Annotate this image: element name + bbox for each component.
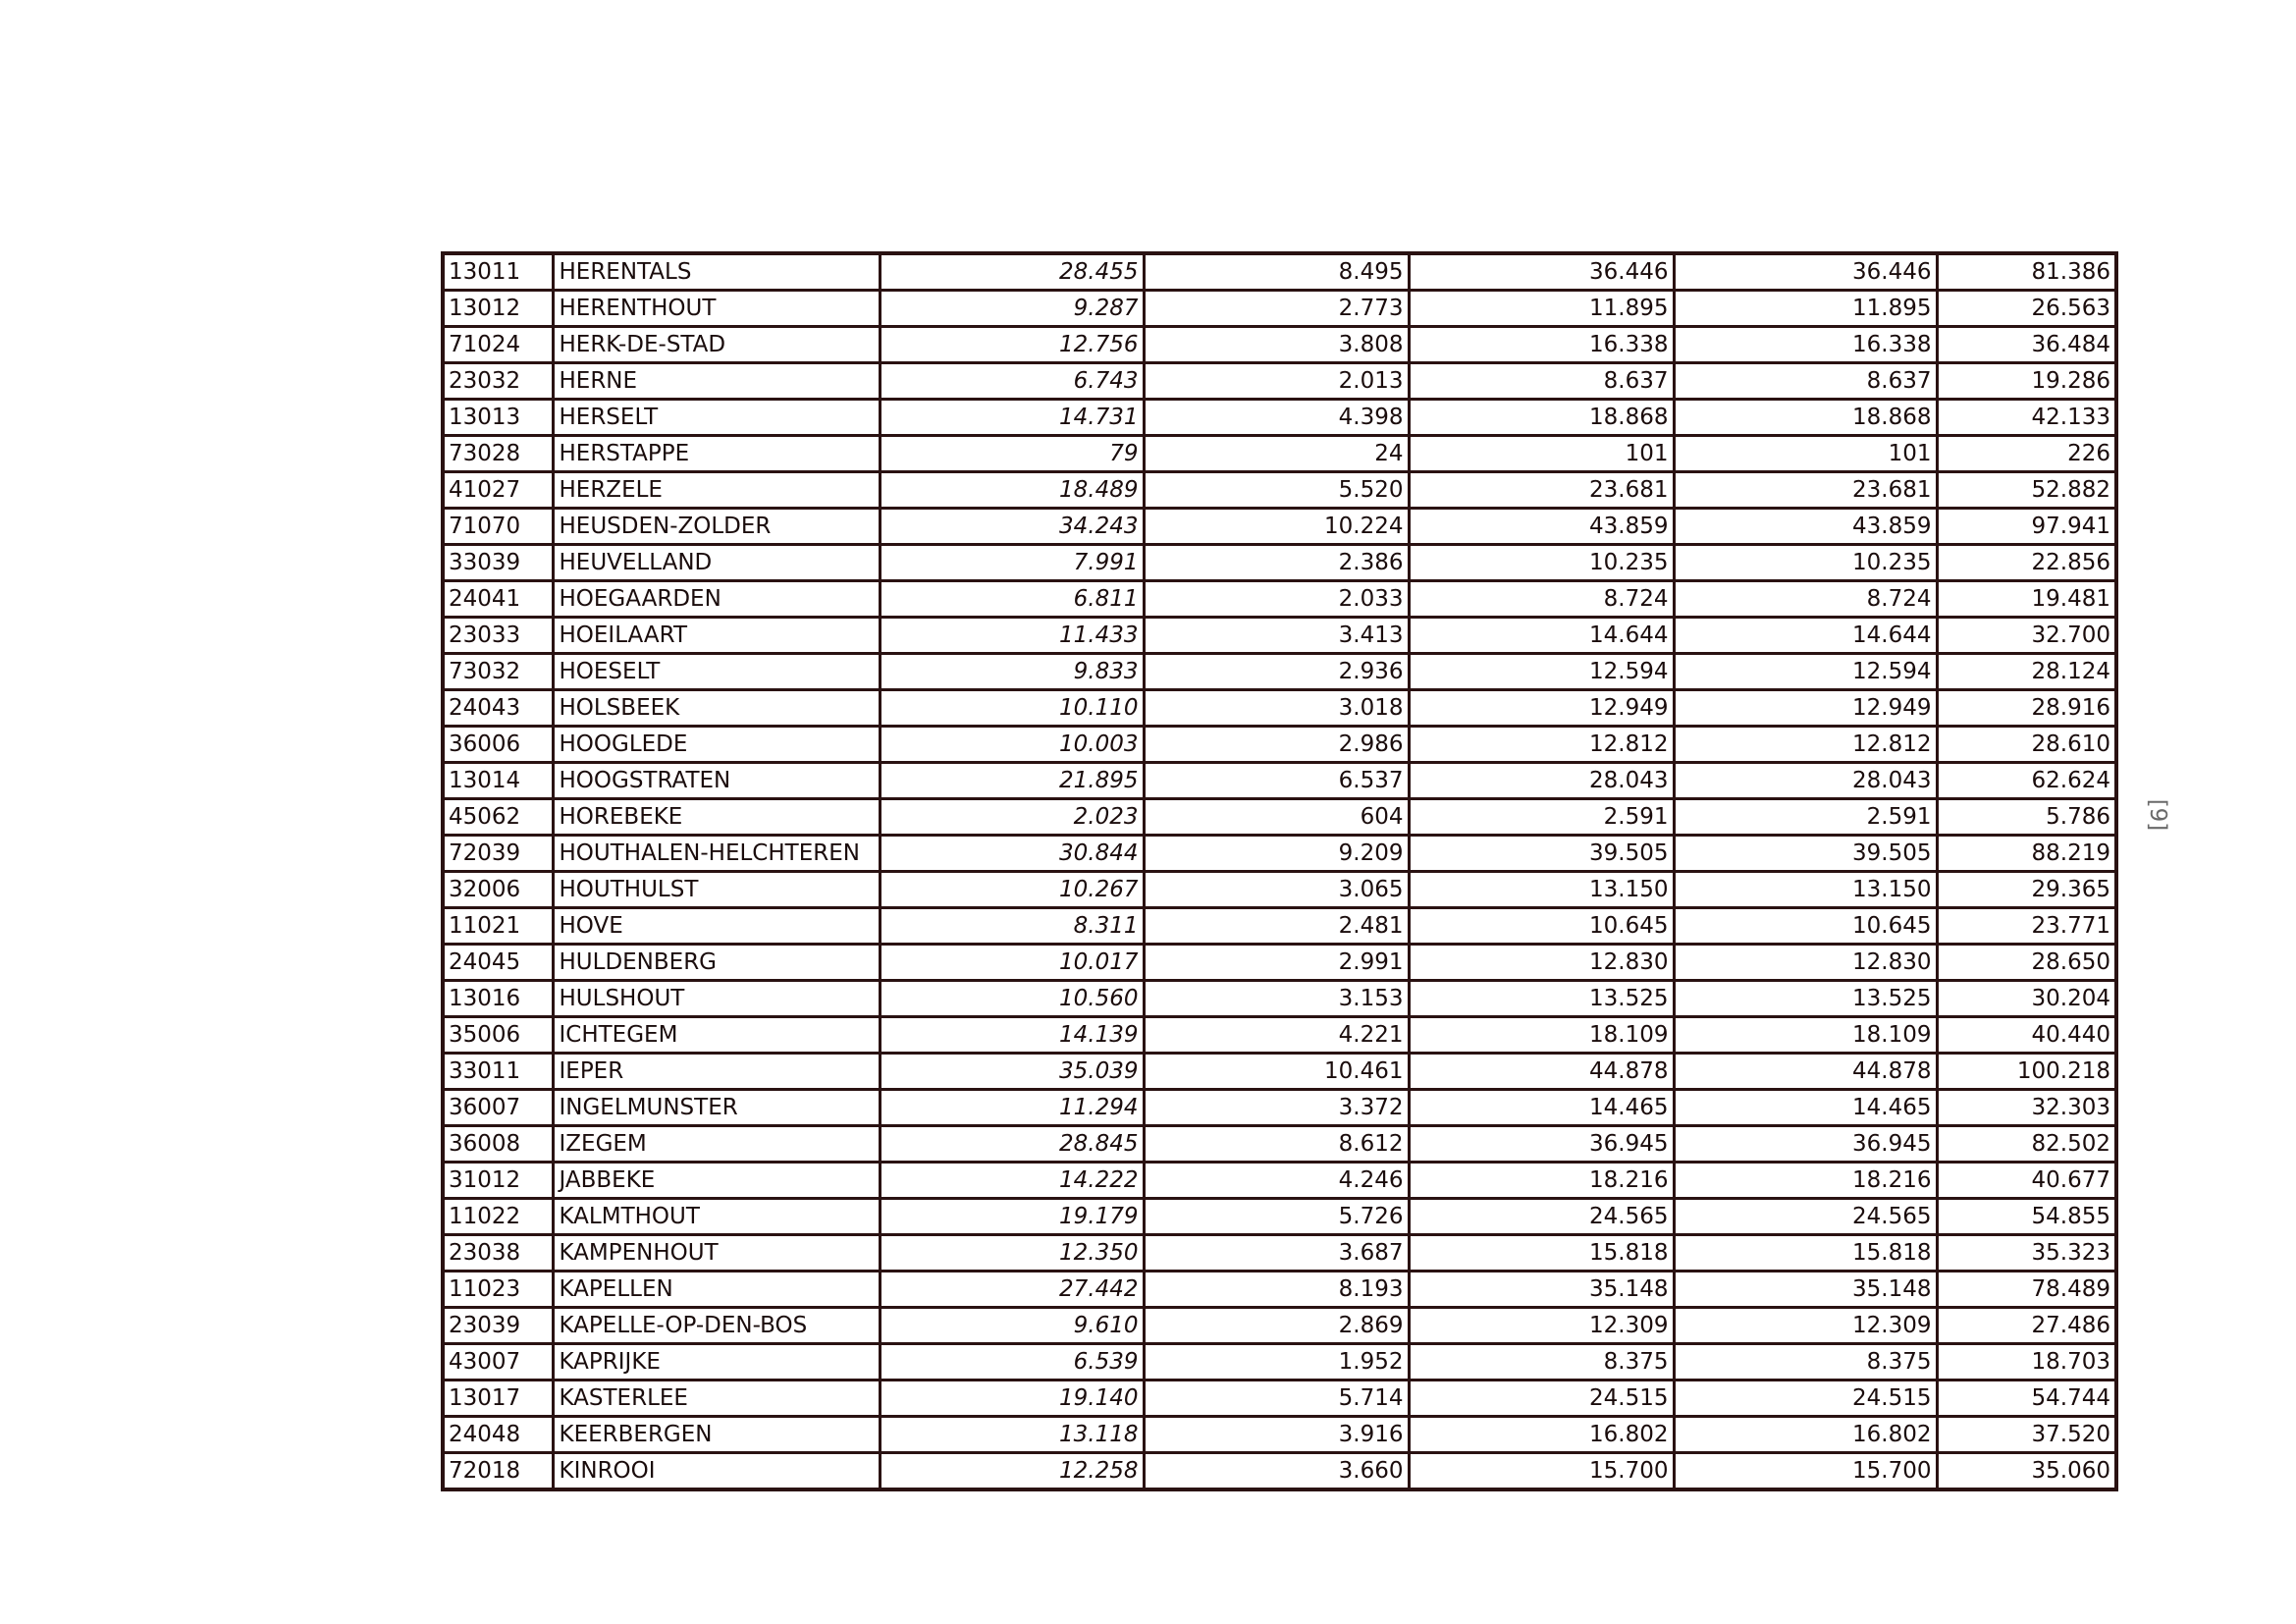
cell-code: 73028 (443, 436, 553, 472)
cell-value-5: 32.303 (1937, 1090, 2116, 1126)
table-row (443, 690, 2116, 727)
cell-value-5: 28.610 (1937, 727, 2116, 763)
cell-value-1: 9.287 (880, 291, 1144, 327)
cell-value-3: 16.802 (1409, 1417, 1674, 1453)
cell-value-3: 10.645 (1409, 908, 1674, 945)
cell-value-4: 10.645 (1674, 908, 1937, 945)
cell-value-4: 8.637 (1674, 363, 1937, 400)
cell-value-3: 10.235 (1409, 545, 1674, 581)
cell-value-4: 13.525 (1674, 981, 1937, 1017)
table-row (443, 1235, 2116, 1272)
cell-value-4: 39.505 (1674, 836, 1937, 872)
cell-value-1: 9.833 (880, 654, 1144, 690)
cell-value-3: 24.565 (1409, 1199, 1674, 1235)
cell-value-2: 4.221 (1144, 1017, 1409, 1054)
cell-value-3: 14.644 (1409, 618, 1674, 654)
cell-value-3: 16.338 (1409, 327, 1674, 363)
cell-municipality: HEUVELLAND (553, 545, 880, 581)
cell-value-2: 8.193 (1144, 1272, 1409, 1308)
cell-municipality: JABBEKE (553, 1163, 880, 1199)
cell-value-3: 12.812 (1409, 727, 1674, 763)
cell-value-3: 28.043 (1409, 763, 1674, 799)
cell-value-4: 14.644 (1674, 618, 1937, 654)
cell-value-3: 12.949 (1409, 690, 1674, 727)
cell-municipality: ICHTEGEM (553, 1017, 880, 1054)
cell-value-3: 15.818 (1409, 1235, 1674, 1272)
cell-value-3: 36.446 (1409, 253, 1674, 291)
cell-code: 11021 (443, 908, 553, 945)
cell-code: 72018 (443, 1453, 553, 1490)
cell-municipality: HERNE (553, 363, 880, 400)
cell-code: 31012 (443, 1163, 553, 1199)
cell-code: 11022 (443, 1199, 553, 1235)
table-row (443, 1417, 2116, 1453)
cell-value-4: 101 (1674, 436, 1937, 472)
cell-value-2: 5.714 (1144, 1380, 1409, 1417)
table-row (443, 763, 2116, 799)
cell-value-1: 11.433 (880, 618, 1144, 654)
cell-value-4: 18.216 (1674, 1163, 1937, 1199)
cell-value-5: 62.624 (1937, 763, 2116, 799)
cell-value-5: 19.286 (1937, 363, 2116, 400)
table-row (443, 1126, 2116, 1163)
table-row (443, 436, 2116, 472)
cell-municipality: HERENTHOUT (553, 291, 880, 327)
cell-value-1: 27.442 (880, 1272, 1144, 1308)
cell-municipality: HERENTALS (553, 253, 880, 291)
cell-value-5: 54.744 (1937, 1380, 2116, 1417)
cell-code: 13011 (443, 253, 553, 291)
cell-value-5: 88.219 (1937, 836, 2116, 872)
cell-municipality: HOUTHULST (553, 872, 880, 908)
cell-value-1: 21.895 (880, 763, 1144, 799)
table-row (443, 1017, 2116, 1054)
cell-code: 13016 (443, 981, 553, 1017)
cell-value-1: 8.311 (880, 908, 1144, 945)
cell-value-1: 18.489 (880, 472, 1144, 509)
cell-value-1: 14.222 (880, 1163, 1144, 1199)
cell-value-5: 226 (1937, 436, 2116, 472)
cell-municipality: HOLSBEEK (553, 690, 880, 727)
cell-value-2: 4.246 (1144, 1163, 1409, 1199)
cell-value-2: 10.461 (1144, 1054, 1409, 1090)
cell-code: 41027 (443, 472, 553, 509)
cell-value-3: 36.945 (1409, 1126, 1674, 1163)
table-row (443, 581, 2116, 618)
cell-code: 23032 (443, 363, 553, 400)
cell-value-1: 9.610 (880, 1308, 1144, 1344)
cell-value-4: 18.109 (1674, 1017, 1937, 1054)
cell-value-3: 101 (1409, 436, 1674, 472)
cell-value-4: 36.945 (1674, 1126, 1937, 1163)
cell-value-1: 6.811 (880, 581, 1144, 618)
cell-municipality: HOEGAARDEN (553, 581, 880, 618)
table-row (443, 836, 2116, 872)
cell-value-3: 13.525 (1409, 981, 1674, 1017)
cell-code: 36008 (443, 1126, 553, 1163)
table-row (443, 1054, 2116, 1090)
cell-value-2: 3.153 (1144, 981, 1409, 1017)
cell-value-1: 10.267 (880, 872, 1144, 908)
cell-value-2: 3.372 (1144, 1090, 1409, 1126)
table-row (443, 799, 2116, 836)
cell-municipality: INGELMUNSTER (553, 1090, 880, 1126)
table-row (443, 727, 2116, 763)
cell-value-3: 18.868 (1409, 400, 1674, 436)
cell-value-2: 10.224 (1144, 509, 1409, 545)
cell-value-4: 35.148 (1674, 1272, 1937, 1308)
table-row (443, 1380, 2116, 1417)
cell-code: 13014 (443, 763, 553, 799)
cell-value-1: 12.350 (880, 1235, 1144, 1272)
cell-value-2: 24 (1144, 436, 1409, 472)
cell-value-4: 16.802 (1674, 1417, 1937, 1453)
cell-value-2: 2.991 (1144, 945, 1409, 981)
cell-municipality: HOOGSTRATEN (553, 763, 880, 799)
cell-value-5: 19.481 (1937, 581, 2116, 618)
cell-value-5: 52.882 (1937, 472, 2116, 509)
cell-code: 24048 (443, 1417, 553, 1453)
cell-value-5: 28.916 (1937, 690, 2116, 727)
cell-municipality: HERSTAPPE (553, 436, 880, 472)
cell-value-3: 23.681 (1409, 472, 1674, 509)
cell-value-4: 28.043 (1674, 763, 1937, 799)
cell-code: 43007 (443, 1344, 553, 1380)
cell-value-5: 35.323 (1937, 1235, 2116, 1272)
cell-code: 73032 (443, 654, 553, 690)
cell-municipality: HERK-DE-STAD (553, 327, 880, 363)
cell-value-1: 10.017 (880, 945, 1144, 981)
page-number-label: [9] (2145, 798, 2170, 832)
table-row (443, 509, 2116, 545)
cell-value-4: 44.878 (1674, 1054, 1937, 1090)
cell-value-1: 6.539 (880, 1344, 1144, 1380)
cell-municipality: KINROOI (553, 1453, 880, 1490)
cell-code: 33039 (443, 545, 553, 581)
cell-code: 36006 (443, 727, 553, 763)
cell-value-1: 13.118 (880, 1417, 1144, 1453)
cell-value-4: 12.830 (1674, 945, 1937, 981)
cell-value-2: 2.013 (1144, 363, 1409, 400)
cell-value-3: 8.637 (1409, 363, 1674, 400)
cell-value-2: 604 (1144, 799, 1409, 836)
cell-municipality: HOREBEKE (553, 799, 880, 836)
cell-value-5: 35.060 (1937, 1453, 2116, 1490)
cell-municipality: KEERBERGEN (553, 1417, 880, 1453)
cell-municipality: HOOGLEDE (553, 727, 880, 763)
cell-value-5: 97.941 (1937, 509, 2116, 545)
cell-value-4: 11.895 (1674, 291, 1937, 327)
cell-municipality: KALMTHOUT (553, 1199, 880, 1235)
cell-code: 71024 (443, 327, 553, 363)
cell-value-1: 28.845 (880, 1126, 1144, 1163)
cell-value-1: 10.560 (880, 981, 1144, 1017)
cell-value-3: 2.591 (1409, 799, 1674, 836)
cell-code: 23038 (443, 1235, 553, 1272)
cell-value-3: 44.878 (1409, 1054, 1674, 1090)
cell-code: 13013 (443, 400, 553, 436)
cell-value-3: 24.515 (1409, 1380, 1674, 1417)
cell-value-1: 19.179 (880, 1199, 1144, 1235)
cell-value-5: 29.365 (1937, 872, 2116, 908)
cell-value-4: 15.818 (1674, 1235, 1937, 1272)
cell-value-2: 6.537 (1144, 763, 1409, 799)
cell-code: 11023 (443, 1272, 553, 1308)
cell-value-4: 16.338 (1674, 327, 1937, 363)
cell-value-2: 1.952 (1144, 1344, 1409, 1380)
cell-value-4: 24.565 (1674, 1199, 1937, 1235)
cell-value-2: 2.936 (1144, 654, 1409, 690)
cell-value-5: 30.204 (1937, 981, 2116, 1017)
cell-code: 45062 (443, 799, 553, 836)
cell-value-1: 79 (880, 436, 1144, 472)
cell-code: 72039 (443, 836, 553, 872)
table-row (443, 253, 2116, 291)
cell-value-2: 2.986 (1144, 727, 1409, 763)
cell-value-5: 27.486 (1937, 1308, 2116, 1344)
table-row (443, 363, 2116, 400)
cell-municipality: HULSHOUT (553, 981, 880, 1017)
cell-value-5: 42.133 (1937, 400, 2116, 436)
cell-value-5: 40.677 (1937, 1163, 2116, 1199)
cell-municipality: HOESELT (553, 654, 880, 690)
cell-code: 13017 (443, 1380, 553, 1417)
cell-value-4: 8.375 (1674, 1344, 1937, 1380)
cell-code: 24043 (443, 690, 553, 727)
cell-value-1: 12.258 (880, 1453, 1144, 1490)
cell-value-2: 5.520 (1144, 472, 1409, 509)
cell-value-2: 5.726 (1144, 1199, 1409, 1235)
municipality-table (441, 251, 2118, 1491)
cell-value-3: 18.216 (1409, 1163, 1674, 1199)
cell-municipality: KAPELLEN (553, 1272, 880, 1308)
cell-value-5: 54.855 (1937, 1199, 2116, 1235)
cell-value-4: 12.594 (1674, 654, 1937, 690)
cell-value-5: 37.520 (1937, 1417, 2116, 1453)
cell-value-2: 2.481 (1144, 908, 1409, 945)
cell-value-4: 43.859 (1674, 509, 1937, 545)
cell-value-2: 3.687 (1144, 1235, 1409, 1272)
cell-value-3: 35.148 (1409, 1272, 1674, 1308)
cell-value-1: 10.003 (880, 727, 1144, 763)
cell-municipality: KAPELLE-OP-DEN-BOS (553, 1308, 880, 1344)
cell-value-4: 12.309 (1674, 1308, 1937, 1344)
cell-value-1: 10.110 (880, 690, 1144, 727)
cell-code: 71070 (443, 509, 553, 545)
cell-value-1: 14.139 (880, 1017, 1144, 1054)
cell-value-1: 34.243 (880, 509, 1144, 545)
table-row (443, 1163, 2116, 1199)
table-row (443, 400, 2116, 436)
cell-municipality: KASTERLEE (553, 1380, 880, 1417)
cell-municipality: HOVE (553, 908, 880, 945)
cell-value-1: 35.039 (880, 1054, 1144, 1090)
cell-value-4: 15.700 (1674, 1453, 1937, 1490)
cell-value-4: 10.235 (1674, 545, 1937, 581)
cell-code: 24041 (443, 581, 553, 618)
cell-value-2: 3.018 (1144, 690, 1409, 727)
cell-value-3: 15.700 (1409, 1453, 1674, 1490)
cell-code: 35006 (443, 1017, 553, 1054)
cell-value-1: 7.991 (880, 545, 1144, 581)
cell-value-2: 4.398 (1144, 400, 1409, 436)
cell-municipality: HULDENBERG (553, 945, 880, 981)
cell-value-5: 23.771 (1937, 908, 2116, 945)
cell-value-3: 14.465 (1409, 1090, 1674, 1126)
cell-value-5: 100.218 (1937, 1054, 2116, 1090)
cell-value-1: 28.455 (880, 253, 1144, 291)
table-row (443, 618, 2116, 654)
cell-value-1: 11.294 (880, 1090, 1144, 1126)
cell-value-1: 6.743 (880, 363, 1144, 400)
cell-value-5: 26.563 (1937, 291, 2116, 327)
cell-value-3: 13.150 (1409, 872, 1674, 908)
table-row (443, 1308, 2116, 1344)
cell-value-5: 28.124 (1937, 654, 2116, 690)
cell-municipality: HEUSDEN-ZOLDER (553, 509, 880, 545)
cell-value-1: 30.844 (880, 836, 1144, 872)
cell-code: 23039 (443, 1308, 553, 1344)
cell-value-3: 11.895 (1409, 291, 1674, 327)
cell-value-5: 32.700 (1937, 618, 2116, 654)
table-row (443, 1344, 2116, 1380)
cell-value-1: 12.756 (880, 327, 1144, 363)
cell-value-4: 36.446 (1674, 253, 1937, 291)
cell-value-3: 39.505 (1409, 836, 1674, 872)
cell-value-3: 12.309 (1409, 1308, 1674, 1344)
cell-value-1: 14.731 (880, 400, 1144, 436)
cell-value-5: 22.856 (1937, 545, 2116, 581)
cell-value-5: 28.650 (1937, 945, 2116, 981)
cell-code: 36007 (443, 1090, 553, 1126)
cell-value-3: 8.375 (1409, 1344, 1674, 1380)
cell-value-3: 18.109 (1409, 1017, 1674, 1054)
cell-value-1: 2.023 (880, 799, 1144, 836)
cell-municipality: HOUTHALEN-HELCHTEREN (553, 836, 880, 872)
cell-value-4: 13.150 (1674, 872, 1937, 908)
table-row (443, 1199, 2116, 1235)
table-body (443, 253, 2116, 1489)
cell-value-4: 12.949 (1674, 690, 1937, 727)
cell-value-2: 3.413 (1144, 618, 1409, 654)
cell-value-4: 8.724 (1674, 581, 1937, 618)
cell-value-5: 5.786 (1937, 799, 2116, 836)
cell-value-3: 12.830 (1409, 945, 1674, 981)
cell-value-4: 23.681 (1674, 472, 1937, 509)
table-row (443, 1090, 2116, 1126)
cell-value-3: 43.859 (1409, 509, 1674, 545)
table-row (443, 654, 2116, 690)
cell-code: 13012 (443, 291, 553, 327)
cell-value-2: 2.033 (1144, 581, 1409, 618)
cell-value-4: 2.591 (1674, 799, 1937, 836)
cell-code: 23033 (443, 618, 553, 654)
cell-value-5: 82.502 (1937, 1126, 2116, 1163)
cell-value-5: 40.440 (1937, 1017, 2116, 1054)
cell-value-2: 3.660 (1144, 1453, 1409, 1490)
cell-value-5: 18.703 (1937, 1344, 2116, 1380)
cell-value-2: 2.773 (1144, 291, 1409, 327)
table-row (443, 908, 2116, 945)
table-row (443, 545, 2116, 581)
table-row (443, 872, 2116, 908)
cell-value-4: 18.868 (1674, 400, 1937, 436)
table-row (443, 945, 2116, 981)
cell-value-2: 8.612 (1144, 1126, 1409, 1163)
cell-value-2: 2.386 (1144, 545, 1409, 581)
cell-value-5: 78.489 (1937, 1272, 2116, 1308)
cell-value-2: 3.916 (1144, 1417, 1409, 1453)
table-row (443, 472, 2116, 509)
table-row (443, 1272, 2116, 1308)
cell-value-3: 8.724 (1409, 581, 1674, 618)
cell-value-5: 81.386 (1937, 253, 2116, 291)
cell-value-2: 2.869 (1144, 1308, 1409, 1344)
cell-municipality: KAMPENHOUT (553, 1235, 880, 1272)
table-row (443, 1453, 2116, 1490)
table-row (443, 291, 2116, 327)
cell-municipality: IEPER (553, 1054, 880, 1090)
cell-value-4: 24.515 (1674, 1380, 1937, 1417)
cell-value-5: 36.484 (1937, 327, 2116, 363)
cell-value-2: 3.808 (1144, 327, 1409, 363)
cell-municipality: HERSELT (553, 400, 880, 436)
cell-value-2: 8.495 (1144, 253, 1409, 291)
cell-value-1: 19.140 (880, 1380, 1144, 1417)
table-row (443, 327, 2116, 363)
cell-value-3: 12.594 (1409, 654, 1674, 690)
cell-code: 33011 (443, 1054, 553, 1090)
cell-value-2: 9.209 (1144, 836, 1409, 872)
cell-municipality: HERZELE (553, 472, 880, 509)
cell-code: 32006 (443, 872, 553, 908)
table-row (443, 981, 2116, 1017)
cell-value-2: 3.065 (1144, 872, 1409, 908)
cell-value-4: 14.465 (1674, 1090, 1937, 1126)
cell-value-4: 12.812 (1674, 727, 1937, 763)
cell-municipality: IZEGEM (553, 1126, 880, 1163)
cell-municipality: KAPRIJKE (553, 1344, 880, 1380)
cell-code: 24045 (443, 945, 553, 981)
cell-municipality: HOEILAART (553, 618, 880, 654)
